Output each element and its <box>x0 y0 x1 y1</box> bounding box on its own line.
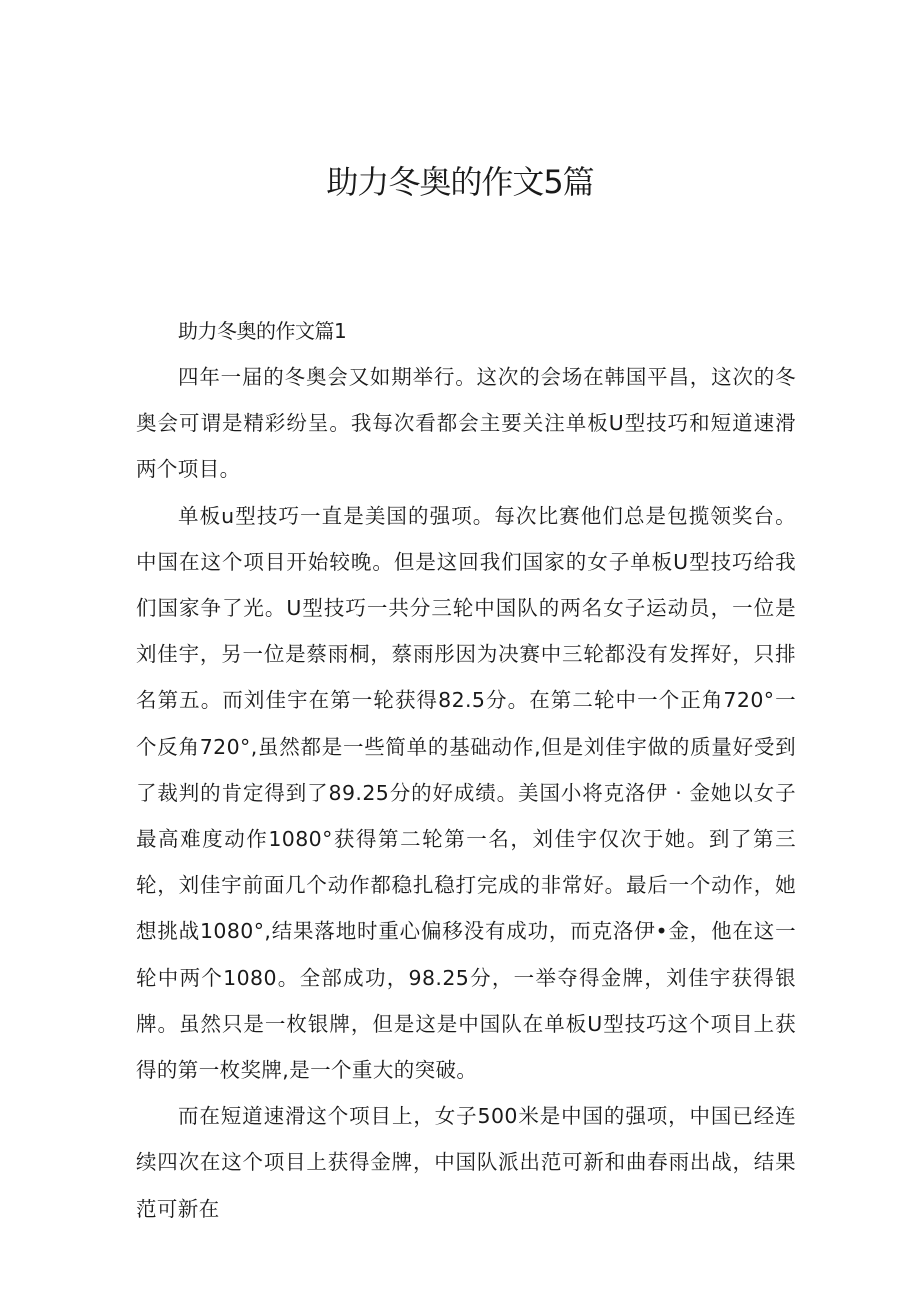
paragraph-1: 四年一届的冬奥会又如期举行。这次的会场在韩国平昌，这次的冬奥会可谓是精彩纷呈。我每次看都会主要关注单板U型技巧和短道速滑两个项目。 <box>136 365 796 482</box>
paragraph-2: 单板u型技巧一直是美国的强项。每次比赛他们总是包揽领奖台。中国在这个项目开始较晚。但是这回我们国家的女子单板U型技巧给我们国家争了光。U型技巧一共分三轮中国队的两名女子运动员，一位是刘佳宇，另一位是蔡雨桐，蔡雨彤因为决赛中三轮都没有发挥好，只排名第五。而刘佳宇在第一轮获得82.5分。在第二轮中一个正角720°一个反角720°,虽然都是一些简单的基础动作,但是刘佳宇做的质量好受到了裁判的肯定得到了89.25分的好成绩。美国小将克洛伊 · 金她以女子最高难度动作1080°获得第二轮第一名，刘佳宇仅次于她。到了第三轮，刘佳宇前面几个动作都稳扎稳打完成的非常好。最后一个动作，她想挑战1080°,结果落地时重心偏移没有成功，而克洛伊•金，他在这一轮中两个1080。全部成功，98.25分，一举夺得金牌，刘佳宇获得银牌。虽然只是一枚银牌，但是这是中国队在单板U型技巧这个项目上获得的第一枚奖牌,是一个重大的突破。 <box>136 503 797 1083</box>
document-title: 助力冬奥的作文5篇 <box>326 163 594 201</box>
section-heading: 助力冬奥的作文篇1 <box>178 319 347 343</box>
article-body <box>136 308 796 1232</box>
paragraph-3: 而在短道速滑这个项目上，女子500米是中国的强项，中国已经连续四次在这个项目上获得金牌，中国队派出范可新和曲春雨出战，结果范可新在 <box>136 1104 796 1221</box>
